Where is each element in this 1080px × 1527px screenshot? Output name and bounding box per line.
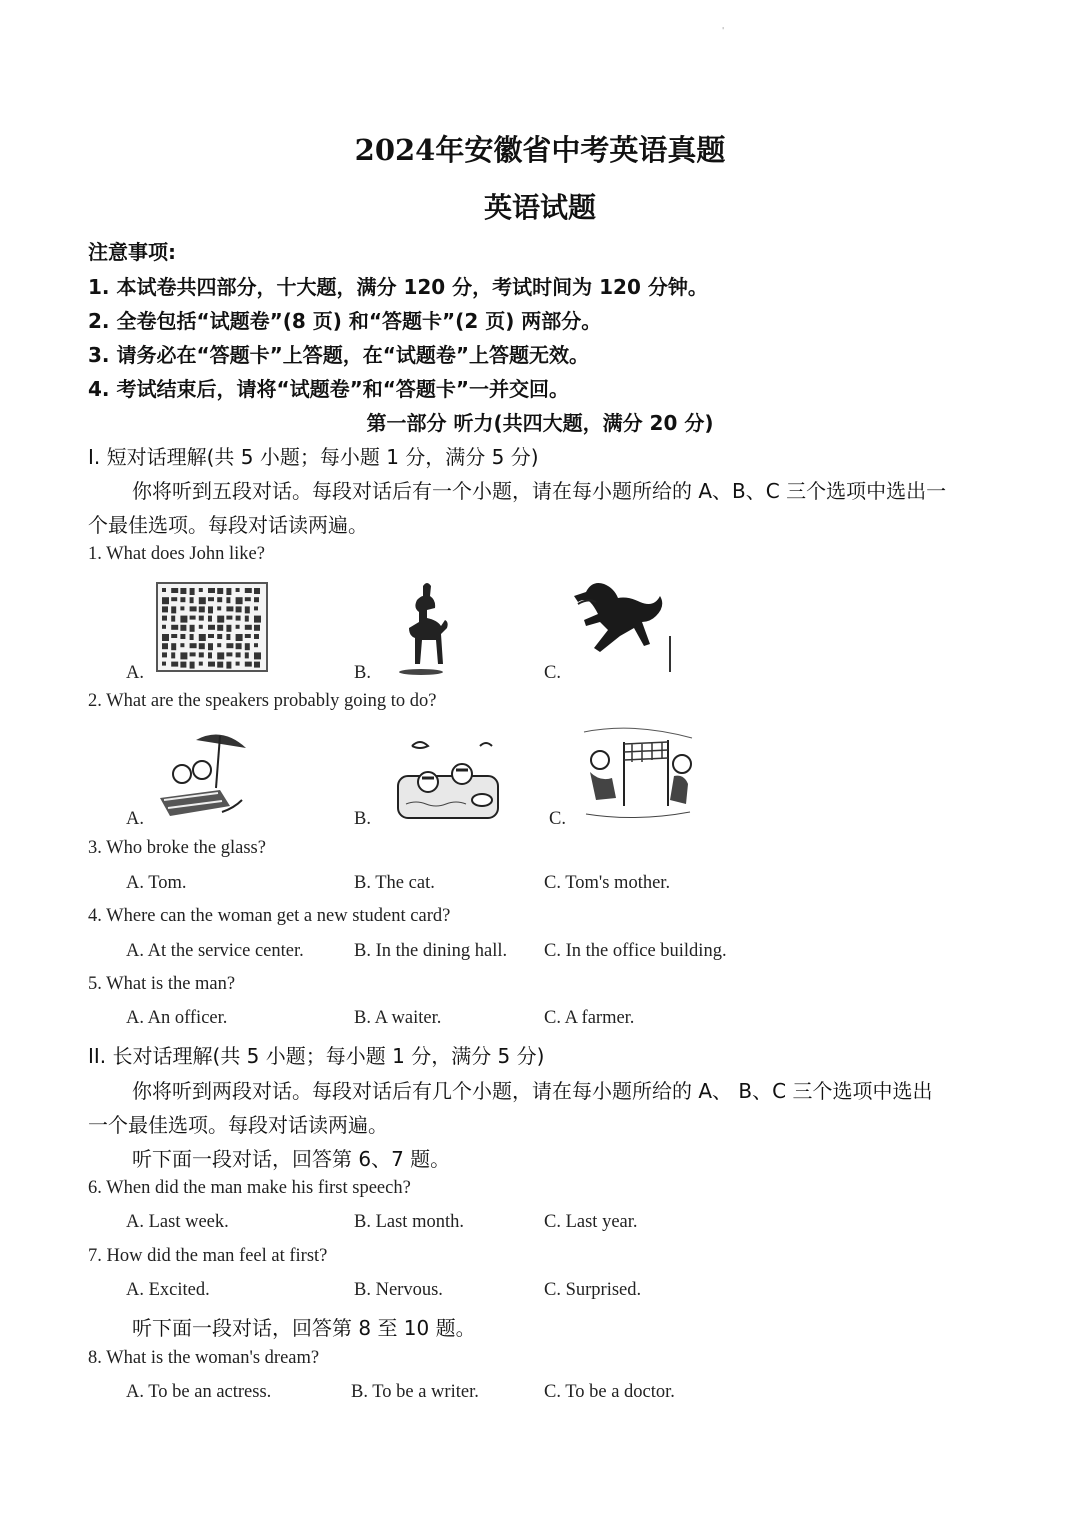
question-1: 1. What does John like? — [88, 544, 265, 564]
q4-option-b: B. In the dining hall. — [354, 941, 508, 961]
scan-speck: ' — [722, 26, 725, 35]
q8-option-b: B. To be a writer. — [351, 1382, 479, 1402]
question-3: 3. Who broke the glass? — [88, 838, 266, 858]
swimming-pool-image — [388, 734, 504, 822]
q5-option-b: B. A waiter. — [354, 1008, 442, 1028]
beach-picnic-image — [152, 728, 252, 822]
q7-option-c: C. Surprised. — [544, 1280, 642, 1300]
section1-intro-line1: 你将听到五段对话。每段对话后有一个小题，请在每小题所给的 A、B、C 三个选项中选出一 — [132, 479, 947, 503]
q6-option-a: A. Last week. — [126, 1212, 229, 1232]
q2-option-b: B. — [354, 809, 371, 829]
notice-item-1: 1. 本试卷共四部分，十大题，满分 120 分，考试时间为 120 分钟。 — [88, 275, 708, 299]
question-2: 2. What are the speakers probably going to do? — [88, 691, 437, 711]
question-5: 5. What is the man? — [88, 974, 236, 994]
q8-option-c: C. To be a doctor. — [544, 1382, 675, 1402]
q6-option-b: B. Last month. — [354, 1212, 464, 1232]
q4-option-c: C. In the office building. — [544, 941, 727, 961]
q1-option-c: C. — [544, 663, 561, 683]
notice-heading: 注意事项: — [88, 240, 176, 264]
notice-item-3: 3. 请务必在“答题卡”上答题，在“试题卷”上答题无效。 — [88, 343, 590, 367]
notice-item-4: 4. 考试结束后，请将“试题卷”和“答题卡”一并交回。 — [88, 377, 570, 401]
horse-statue-image — [385, 576, 455, 676]
q4-option-a: A. At the service center. — [126, 941, 304, 961]
q7-option-a: A. Excited. — [126, 1280, 210, 1300]
q5-option-c: C. A farmer. — [544, 1008, 635, 1028]
q7-option-b: B. Nervous. — [354, 1280, 443, 1300]
notice-item-2: 2. 全卷包括“试题卷”(8 页) 和“答题卡”(2 页) 两部分。 — [88, 309, 602, 333]
section1-intro-line2: 个最佳选项。每段对话读两遍。 — [88, 513, 368, 537]
part1-heading: 第一部分 听力(共四大题，满分 20 分) — [366, 411, 714, 435]
q1-option-b: B. — [354, 663, 371, 683]
section2-intro-line2: 一个最佳选项。每段对话读两遍。 — [88, 1113, 388, 1137]
question-6: 6. When did the man make his first speech? — [88, 1178, 411, 1198]
calligraphy-image — [156, 582, 268, 672]
running-horse-painting-image — [566, 574, 676, 678]
section1-heading: I. 短对话理解(共 5 小题；每小题 1 分，满分 5 分) — [88, 445, 539, 469]
q5-option-a: A. An officer. — [126, 1008, 228, 1028]
section2-heading: II. 长对话理解(共 5 小题；每小题 1 分，满分 5 分) — [88, 1044, 545, 1068]
q3-option-a: A. Tom. — [126, 873, 187, 893]
page-title: 2024年安徽省中考英语真题 — [354, 133, 726, 167]
section2-intro-line1: 你将听到两段对话。每段对话后有几个小题，请在每小题所给的 A、 B、C 三个选项中选出 — [132, 1079, 933, 1103]
q8-option-a: A. To be an actress. — [126, 1382, 272, 1402]
q1-option-a: A. — [126, 663, 144, 683]
page-subtitle: 英语试题 — [483, 191, 596, 224]
volleyball-image — [576, 722, 698, 822]
question-8: 8. What is the woman's dream? — [88, 1348, 320, 1368]
question-7: 7. How did the man feel at first? — [88, 1246, 328, 1266]
q2-option-a: A. — [126, 809, 144, 829]
q2-option-c: C. — [549, 809, 566, 829]
q3-option-b: B. The cat. — [354, 873, 435, 893]
listen-instruction-2: 听下面一段对话，回答第 8 至 10 题。 — [132, 1316, 476, 1340]
q3-option-c: C. Tom's mother. — [544, 873, 671, 893]
q6-option-c: C. Last year. — [544, 1212, 638, 1232]
question-4: 4. Where can the woman get a new student card? — [88, 906, 451, 926]
listen-instruction-1: 听下面一段对话，回答第 6、7 题。 — [132, 1147, 451, 1171]
